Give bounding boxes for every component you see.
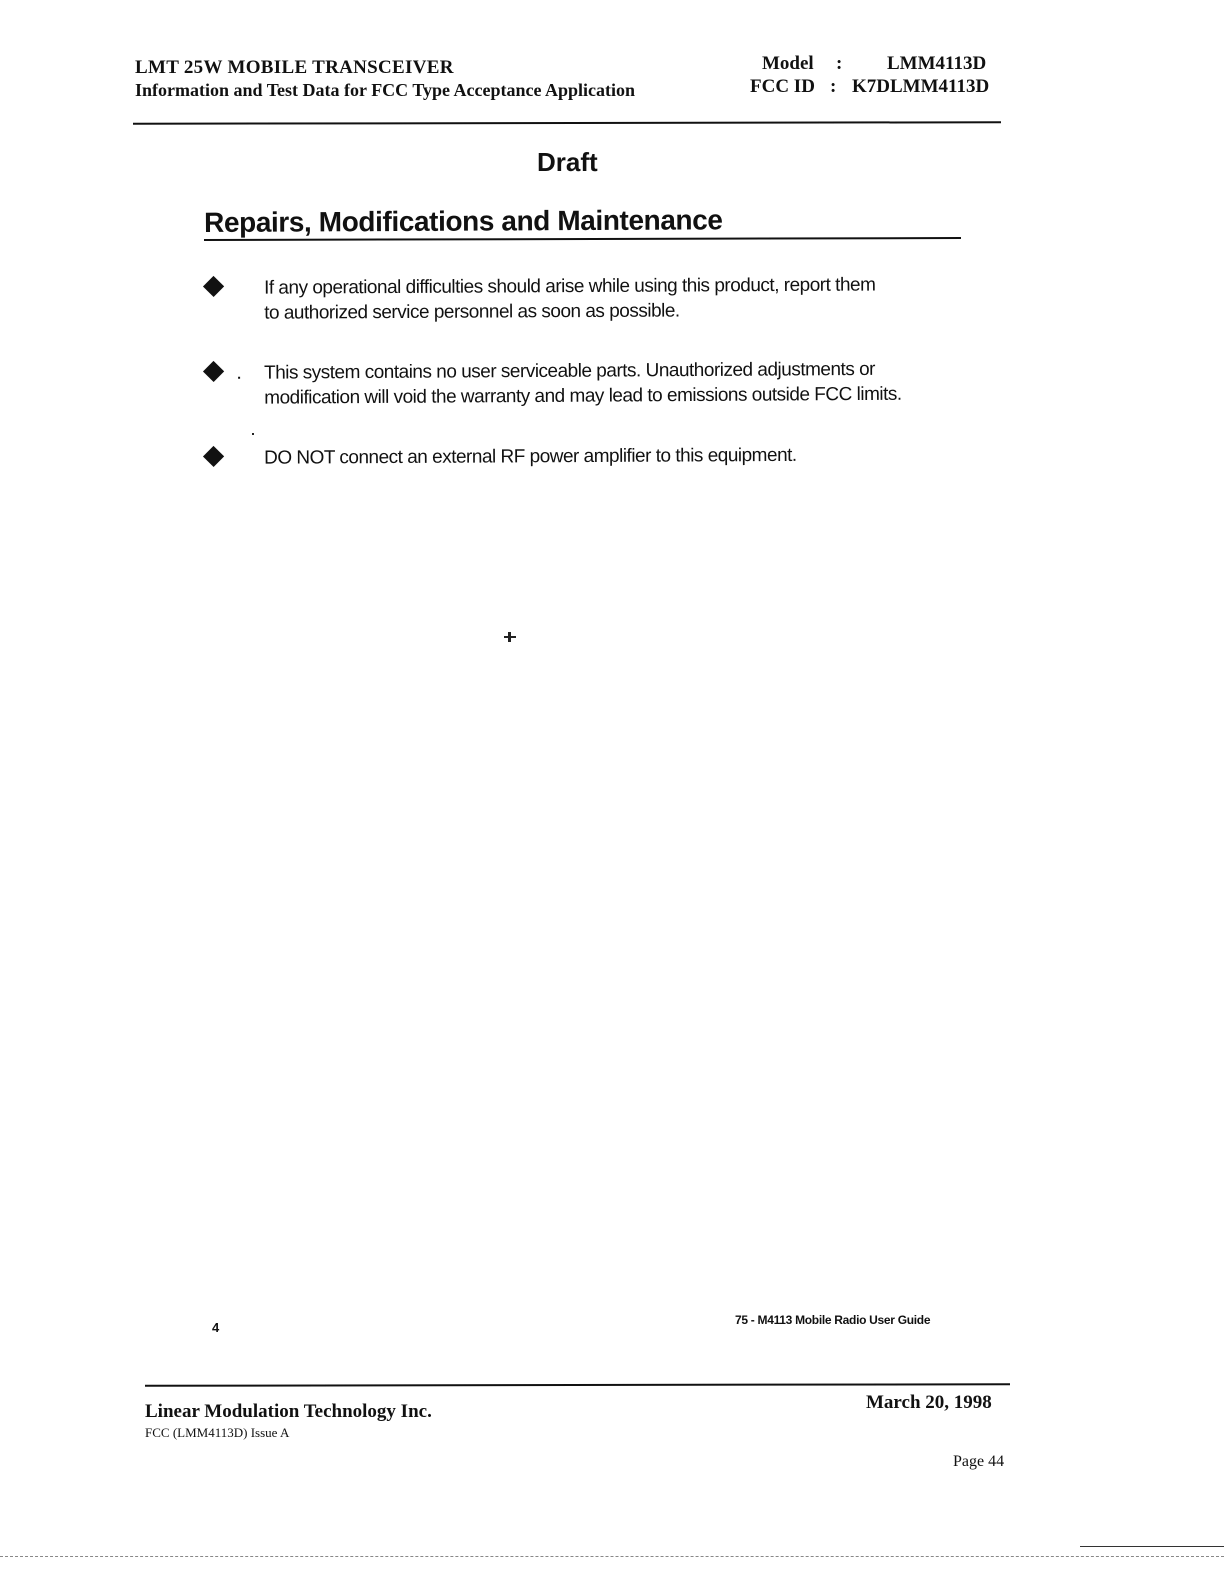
bullet-line: DO NOT connect an external RF power amplifier to this equipment. — [264, 444, 797, 469]
fcc-id-value: K7DLMM4113D — [852, 76, 990, 97]
fcc-id-label: FCC ID — [750, 76, 815, 97]
scan-speck — [252, 433, 254, 435]
section-title: Repairs, Modifications and Maintenance — [204, 204, 723, 238]
page-number: Page 44 — [953, 1453, 1005, 1470]
document-date: March 20, 1998 — [866, 1392, 992, 1413]
inner-page-number: 4 — [212, 1320, 220, 1335]
scan-edge-dashes — [0, 1556, 1224, 1557]
bullet-line: This system contains no user serviceable parts. Unauthorized adjustments or — [264, 358, 876, 384]
model-label: Model — [762, 53, 814, 74]
fcc-id-colon: : — [830, 76, 837, 97]
document-subtitle: Information and Test Data for FCC Type Acceptance Application — [135, 80, 636, 100]
bullet-item — [204, 272, 964, 324]
document-title: LMT 25W MOBILE TRANSCEIVER — [135, 57, 454, 78]
bullet-item — [204, 356, 964, 409]
model-colon: : — [836, 53, 843, 74]
bullet-line: If any operational difficulties should arise while using this product, report them — [264, 274, 876, 299]
inner-guide-title: 75 - M4113 Mobile Radio User Guide — [735, 1313, 931, 1327]
scan-speck — [508, 632, 511, 642]
scan-edge-line — [1080, 1546, 1224, 1547]
model-value: LMM4113D — [887, 53, 987, 74]
scan-dot — [238, 377, 240, 379]
bullet-line: to authorized service personnel as soon as possible. — [264, 300, 680, 324]
header-divider — [133, 121, 1001, 125]
company-name: Linear Modulation Technology Inc. — [145, 1401, 432, 1422]
issue-label: FCC (LMM4113D) Issue A — [145, 1425, 290, 1440]
diamond-bullet-icon — [203, 276, 224, 297]
bullet-text — [264, 442, 964, 471]
diamond-bullet-icon — [203, 446, 224, 467]
footer-divider — [145, 1383, 1010, 1387]
bullet-line: modification will void the warranty and may lead to emissions outside FCC limits. — [264, 383, 902, 409]
bullet-text — [264, 356, 964, 410]
draft-label: Draft — [537, 147, 598, 177]
bullet-item — [204, 442, 964, 469]
bullet-text — [264, 272, 964, 326]
diamond-bullet-icon — [203, 361, 224, 382]
